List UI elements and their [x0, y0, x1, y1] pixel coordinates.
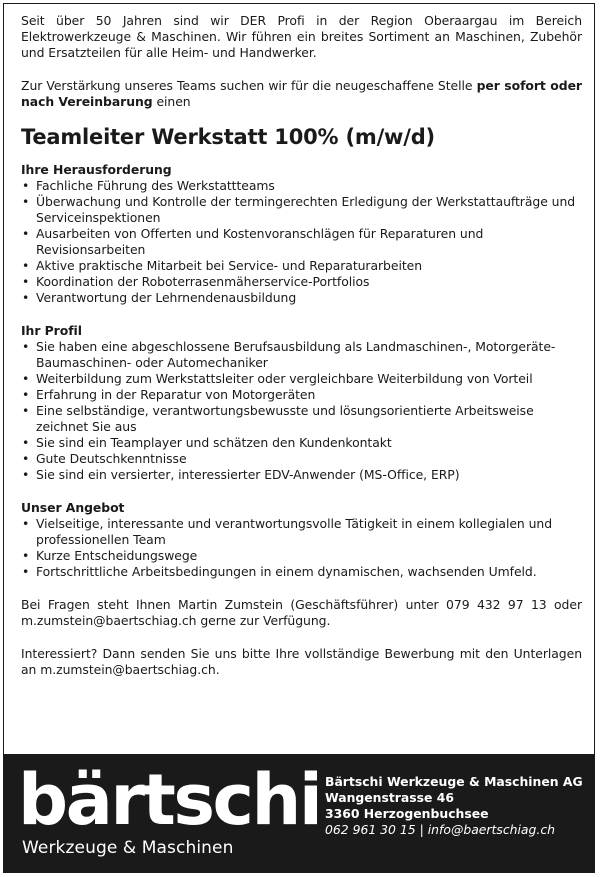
section-heading-profile: Ihr Profil — [21, 323, 82, 338]
list-item: • Ausarbeiten von Offerten und Kostenvoranschlägen für Reparaturen und Revisionsarbeiten — [21, 226, 582, 258]
section-heading-challenge: Ihre Herausforderung — [21, 162, 172, 177]
list-item: • Fachliche Führung des Werkstattteams — [21, 178, 582, 194]
list-item: • Verantwortung der Lehrnendenausbildung — [21, 290, 582, 306]
company-contact-line: 062 961 30 15 | info@baertschiag.ch — [325, 822, 555, 837]
list-item: • Überwachung und Kontrolle der termingerechten Erledigung der Werkstattaufträge und Serviceinspektionen — [21, 194, 582, 226]
company-street: Wangenstrasse 46 — [325, 790, 454, 805]
list-item: • Koordination der Roboterrasenmäherservice-Portfolios — [21, 274, 582, 290]
job-ad-content — [21, 13, 582, 678]
list-item: • Fortschrittliche Arbeitsbedingungen in einem dynamischen, wachsenden Umfeld. — [21, 564, 582, 580]
company-address-block — [325, 774, 590, 838]
list-item: • Kurze Entscheidungswege — [21, 548, 582, 564]
intro-paragraph: Seit über 50 Jahren sind wir DER Profi in der Region Oberaargau im Bereich Elektrowerkzeuge & Maschinen. Wir führen ein breites Sortiment an Maschinen, Zubehör und Ersatzteilen für alle Heim- und Handwerker. — [21, 13, 582, 60]
intro-text-end: einen — [152, 94, 191, 109]
intro-text-start: Zur Verstärkung unseres Teams suchen wir für die neugeschaffene Stelle — [21, 78, 477, 93]
intro-paragraph-position — [21, 78, 582, 110]
job-title: Teamleiter Werkstatt 100% (m/w/d) — [21, 125, 435, 149]
closing-paragraph: Interessiert? Dann senden Sie uns bitte Ihre vollständige Bewerbung mit den Unterlagen an m.zumstein@baertschiag.ch. — [21, 646, 582, 677]
contact-paragraph: Bei Fragen steht Ihnen Martin Zumstein (Geschäftsführer) unter 079 432 97 13 oder m.zumstein@baertschiag.ch gerne zur Verfügung. — [21, 597, 582, 628]
list-item: • Eine selbständige, verantwortungsbewusste und lösungsorientierte Arbeitsweise zeichnet Sie aus — [21, 403, 582, 435]
list-item: • Aktive praktische Mitarbeit bei Service- und Reparaturarbeiten — [21, 258, 582, 274]
list-item: • Sie sind ein Teamplayer und schätzen den Kundenkontakt — [21, 435, 582, 451]
company-name: Bärtschi Werkzeuge & Maschinen AG — [325, 774, 583, 789]
list-item: • Vielseitige, interessante und verantwortungsvolle Tätigkeit in einem kollegialen und professionellen Team — [21, 516, 582, 548]
section-heading-offer: Unser Angebot — [21, 500, 125, 515]
offer-list — [21, 516, 582, 580]
company-logo-tagline: Werkzeuge & Maschinen — [22, 838, 234, 858]
list-item: • Gute Deutschkenntnisse — [21, 451, 582, 467]
company-logo-wordmark: bärtschi — [18, 759, 321, 841]
list-item: • Sie haben eine abgeschlossene Berufsausbildung als Landmaschinen-, Motorgeräte- Baumaschinen- oder Automechaniker — [21, 339, 582, 371]
company-footer — [4, 754, 594, 872]
list-item: • Erfahrung in der Reparatur von Motorgeräten — [21, 387, 582, 403]
list-item: • Sie sind ein versierter, interessierter EDV-Anwender (MS-Office, ERP) — [21, 467, 582, 483]
profile-list — [21, 339, 582, 483]
job-ad-frame — [3, 3, 595, 873]
intro-text-bold: per sofort oder nach Vereinbarung — [21, 78, 582, 109]
list-item: • Weiterbildung zum Werkstattsleiter oder vergleichbare Weiterbildung von Vorteil — [21, 371, 582, 387]
challenge-list — [21, 178, 582, 306]
company-city: 3360 Herzogenbuchsee — [325, 806, 489, 821]
